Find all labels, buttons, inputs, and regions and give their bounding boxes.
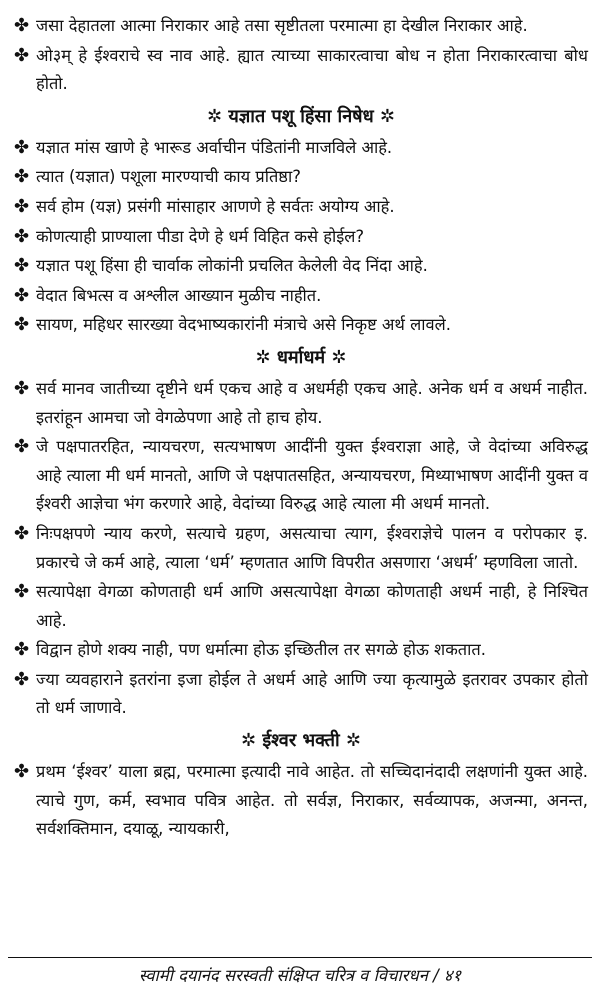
bullet-ornament-icon: ✤ (14, 225, 30, 247)
list-item (14, 282, 588, 311)
bullet-ornament-icon: ✤ (14, 314, 30, 336)
bullet-ornament-icon: ✤ (14, 522, 30, 544)
running-footer: स्वामी दयानंद सरस्वती संक्षिप्त चरित्र व विचारधन / ४१ (138, 966, 462, 985)
bullet-text: वेदात बिभत्स व अश्लील आख्यान मुळीच नाहीत. (36, 285, 322, 305)
list-item (14, 758, 588, 844)
bullet-ornament-icon: ✤ (14, 639, 30, 661)
bullet-text: सत्यापेक्षा वेगळा कोणताही धर्म आणि असत्यापेक्षा वेगळा कोणताही अधर्म नाही, हे निश्चित आहे. (36, 582, 588, 630)
bullet-ornament-icon: ✤ (14, 284, 30, 306)
list-item (14, 578, 588, 635)
bullet-ornament-icon: ✤ (14, 136, 30, 158)
list-item (14, 636, 588, 665)
bullet-text: जसा देहातला आत्मा निराकार आहे तसा सृष्टीतला परमात्मा हा देखील निराकार आहे. (36, 16, 528, 35)
bullet-text: ज्या व्यवहाराने इतरांना इजा होईल ते अधर्म आहे आणि ज्या कृत्यामुळे इतरावर उपकार होतो तो धर्म जाणावे. (36, 669, 588, 718)
bullet-text: प्रथम ‘ईश्वर’ याला ब्रह्म, परमात्मा इत्यादी नावे आहेत. तो सच्चिदानंदादी लक्षणांनी युक्त आहे. त्याचे गुण, कर्म, स्वभाव पवित्र आहेत. तो सर्वज्ञ, निराकार, सर्वव्यापक, अजन्मा, अनन्त, सर्वशक्तिमान, दयाळू, न्यायकारी, (36, 762, 588, 839)
bullet-ornament-icon: ✤ (14, 255, 30, 277)
list-item (14, 163, 588, 192)
bullet-ornament-icon: ✤ (14, 436, 30, 458)
bullet-ornament-icon: ✤ (14, 761, 30, 783)
list-item (14, 311, 588, 340)
list-item (14, 666, 588, 723)
section-heading-ishwar-bhakti: ✲ ईश्वर भक्ती ✲ (240, 730, 362, 752)
bullet-ornament-icon: ✤ (14, 166, 30, 188)
list-item (14, 193, 588, 222)
bullet-ornament-icon: ✤ (14, 377, 30, 399)
bullet-text: यज्ञात पशू हिंसा ही चार्वाक लोकांनी प्रचलित केलेली वेद निंदा आहे. (36, 256, 428, 276)
intro-bullet-1 (14, 12, 588, 41)
list-item (14, 375, 588, 432)
bullet-text: कोणत्याही प्राण्याला पीडा देणे हे धर्म विहित कसे होईल? (36, 226, 365, 246)
list-item (14, 134, 588, 163)
bullet-text: सर्व होम (यज्ञ) प्रसंगी मांसाहार आणणे हे सर्वतः अयोग्य आहे. (36, 196, 395, 216)
bullet-text: सायण, महिधर सारख्या वेदभाष्यकारांनी मंत्राचे असे निकृष्ट अर्थ लावले. (36, 315, 451, 335)
bullet-text: विद्वान होणे शक्य नाही, पण धर्मात्मा होऊ इच्छितील तर सगळे होऊ शकतात. (36, 640, 486, 660)
list-item (14, 433, 588, 519)
section-heading-yajna: ✲ यज्ञात पशू हिंसा निषेध ✲ (206, 105, 396, 127)
bullet-ornament-icon: ✤ (14, 668, 30, 690)
bullet-text: ओ३म् हे ईश्वराचे स्व नाव आहे. ह्यात त्याच्या साकारत्वाचा बोध न होता निराकारत्वाचा बोध होतो. (36, 45, 588, 94)
bullet-ornament-icon: ✤ (14, 44, 30, 66)
list-item (14, 520, 588, 577)
bullet-text: त्यात (यज्ञात) पशूला मारण्याची काय प्रतिष्ठा? (36, 167, 301, 187)
intro-bullet-2 (14, 42, 588, 99)
bullet-text: यज्ञात मांस खाणे हे भारूड अर्वाचीन पंडितांनी माजविले आहे. (36, 137, 393, 157)
bullet-text: निःपक्षपणे न्याय करणे, सत्याचे ग्रहण, असत्याचा त्याग, ईश्वराज्ञेचे पालन व परोपकार इ. प्रकारचे जे कर्म आहे, त्याला ‘धर्म’ म्हणतात आणि विपरीत असणारा ‘अधर्म’ म्हणविला जातो. (36, 523, 588, 572)
list-item (14, 223, 588, 252)
bullet-ornament-icon: ✤ (14, 581, 30, 603)
bullet-text: सर्व मानव जातीच्या दृष्टीने धर्म एकच आहे व अधर्मही एकच आहे. अनेक धर्म व अधर्म नाहीत. इतरांहून आमचा जो वेगळेपणा आहे तो हाच होय. (36, 378, 588, 427)
bullet-ornament-icon: ✤ (14, 15, 30, 36)
section-heading-dharmadharm: ✲ धर्माधर्म ✲ (255, 346, 347, 368)
footer-divider (8, 957, 592, 958)
bullet-ornament-icon: ✤ (14, 195, 30, 217)
list-item (14, 252, 588, 281)
bullet-text: जे पक्षपातरहित, न्यायचरण, सत्यभाषण आदींनी युक्त ईश्वराज्ञा आहे, जे वेदांच्या अविरुद्ध आहे त्याला मी धर्म मानतो, आणि जे पक्षपातसहित, अन्यायचरण, मिथ्याभाषण आदींनी युक्त व ईश्वरी आज्ञेचा भंग करणारे आहे, वेदांच्या विरुद्ध आहे त्याला मी अधर्म मानतो. (36, 437, 588, 514)
